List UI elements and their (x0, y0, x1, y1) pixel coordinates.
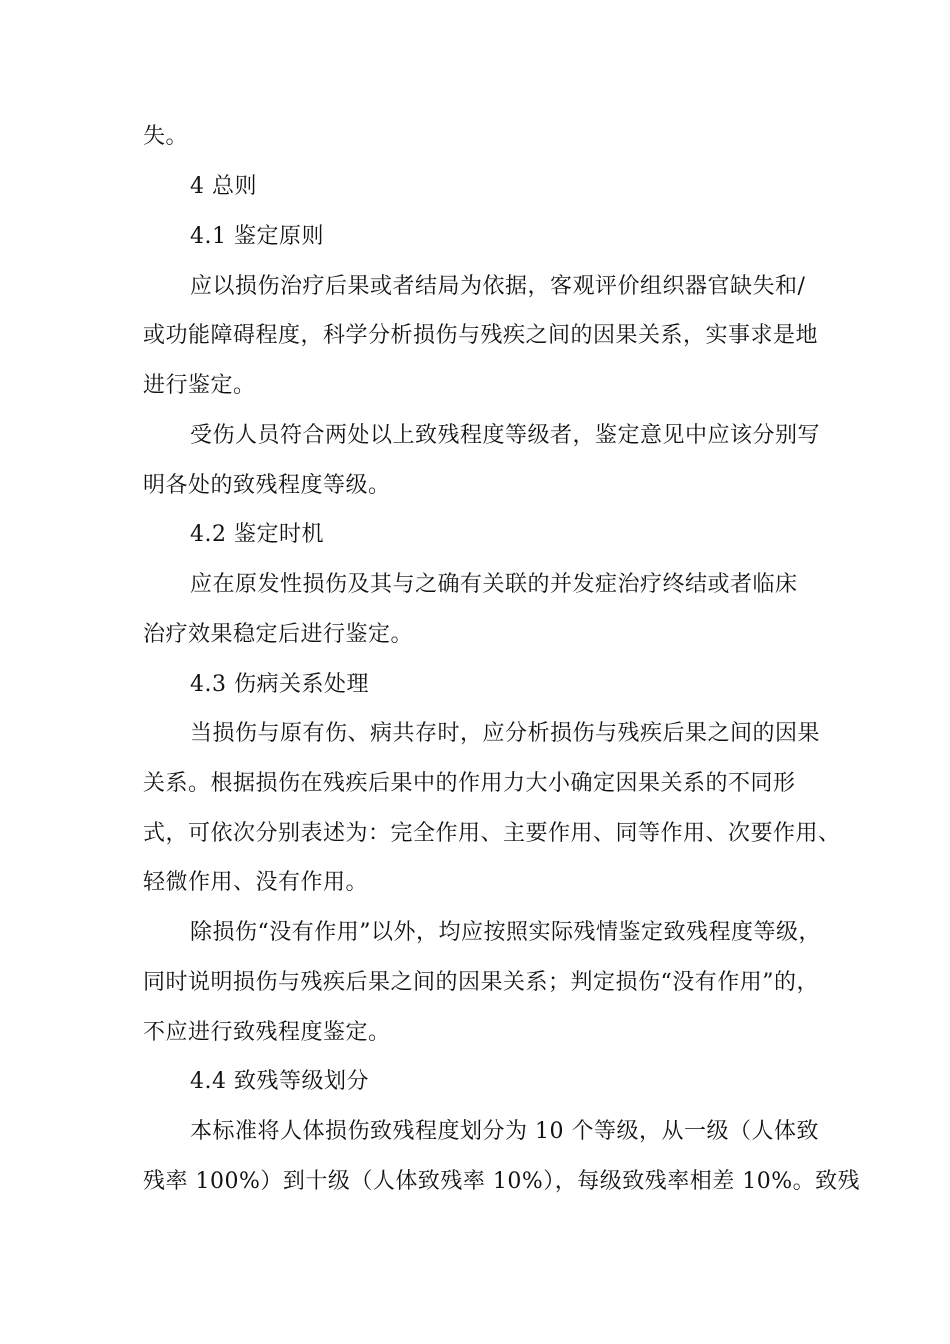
paragraph-line: 除损伤“没有作用”以外，均应按照实际残情鉴定致残程度等级， (190, 920, 821, 945)
paragraph-line: 应在原发性损伤及其与之确有关联的并发症治疗终结或者临床 (190, 572, 798, 597)
subsection-heading: 4.1 鉴定原则 (190, 224, 324, 249)
paragraph-line: 当损伤与原有伤、病共存时，应分析损伤与残疾后果之间的因果 (190, 721, 821, 746)
paragraph-line: 明各处的致残程度等级。 (143, 473, 391, 498)
paragraph-line: 不应进行致残程度鉴定。 (143, 1020, 391, 1045)
section-heading: 4 总则 (190, 174, 257, 199)
paragraph-line: 或功能障碍程度，科学分析损伤与残疾之间的因果关系，实事求是地 (143, 323, 819, 348)
paragraph-line: 同时说明损伤与残疾后果之间的因果关系；判定损伤“没有作用”的， (143, 970, 819, 995)
paragraph-line: 受伤人员符合两处以上致残程度等级者，鉴定意见中应该分别写 (190, 423, 821, 448)
paragraph-line: 应以损伤治疗后果或者结局为依据，客观评价组织器官缺失和/ (190, 274, 806, 299)
text-line: 失。 (143, 124, 189, 149)
subsection-heading: 4.3 伤病关系处理 (190, 672, 369, 697)
paragraph-line: 进行鉴定。 (143, 373, 256, 398)
paragraph-line: 治疗效果稳定后进行鉴定。 (143, 622, 414, 647)
subsection-heading: 4.4 致残等级划分 (190, 1069, 369, 1094)
paragraph-line: 式，可依次分别表述为：完全作用、主要作用、同等作用、次要作用、 (143, 821, 841, 846)
paragraph-line: 本标准将人体损伤致残程度划分为 10 个等级，从一级（人体致 (190, 1119, 819, 1144)
paragraph-line: 关系。根据损伤在残疾后果中的作用力大小确定因果关系的不同形 (143, 771, 796, 796)
subsection-heading: 4.2 鉴定时机 (190, 522, 324, 547)
paragraph-line: 轻微作用、没有作用。 (143, 870, 369, 895)
paragraph-line: 残率 100%）到十级（人体致残率 10%），每级致残率相差 10%。致残 (143, 1169, 861, 1194)
